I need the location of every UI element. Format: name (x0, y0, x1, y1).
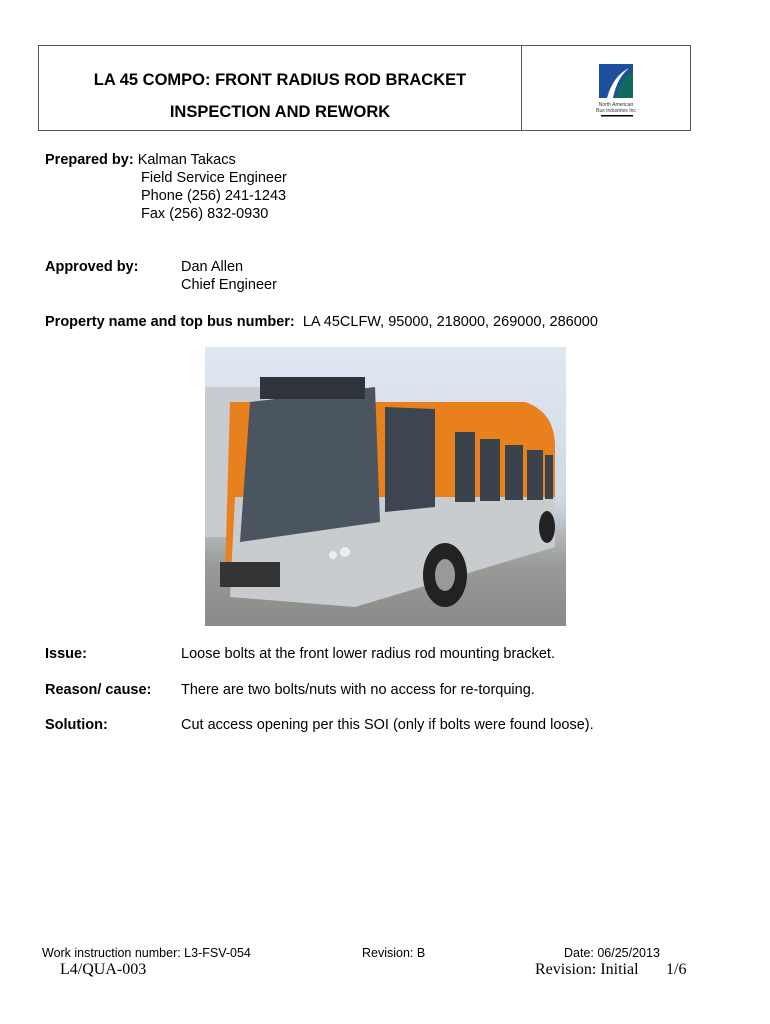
title-line-1: LA 45 COMPO: FRONT RADIUS ROD BRACKET (93, 71, 467, 89)
prepared-phone: Phone (256) 241-1243 (141, 188, 287, 204)
revision-b: Revision: B (362, 946, 426, 960)
prepared-label: Prepared by: (45, 152, 134, 168)
reason-label: Reason/ cause: (45, 682, 152, 698)
issue-label: Issue: (45, 646, 87, 662)
property-label: Property name and top bus number: (45, 314, 295, 330)
header-divider (521, 46, 522, 130)
approved-role: Chief Engineer (181, 277, 277, 293)
date: Date: 06/25/2013 (564, 946, 660, 960)
reason-value: There are two bolts/nuts with no access for re-torquing. (181, 682, 535, 698)
property-value: LA 45CLFW, 95000, 218000, 269000, 286000 (302, 314, 598, 330)
title-line-2: INSPECTION AND REWORK (169, 103, 391, 121)
svg-text:North American: North American (598, 102, 634, 108)
solution-value: Cut access opening per this SOI (only if bolts were found loose). (181, 717, 594, 733)
svg-text:Bus Industries Inc: Bus Industries Inc (596, 108, 636, 114)
approved-name: Dan Allen (181, 259, 244, 275)
header-box (38, 45, 691, 131)
doc-code: L4/QUA-003 (60, 961, 147, 978)
work-instruction-number: Work instruction number: L3-FSV-054 (42, 946, 251, 960)
prepared-fax: Fax (256) 832-0930 (141, 206, 269, 222)
revision-initial: Revision: Initial (535, 961, 639, 978)
page-number: 1/6 (666, 961, 687, 978)
prepared-name: Kalman Takacs (137, 152, 236, 168)
issue-value: Loose bolts at the front lower radius rod mounting bracket. (181, 646, 555, 662)
bus-photo (205, 347, 566, 626)
prepared-role: Field Service Engineer (141, 170, 287, 186)
nabi-logo-icon (589, 62, 649, 122)
solution-label: Solution: (45, 717, 108, 733)
approved-label: Approved by: (45, 259, 139, 275)
